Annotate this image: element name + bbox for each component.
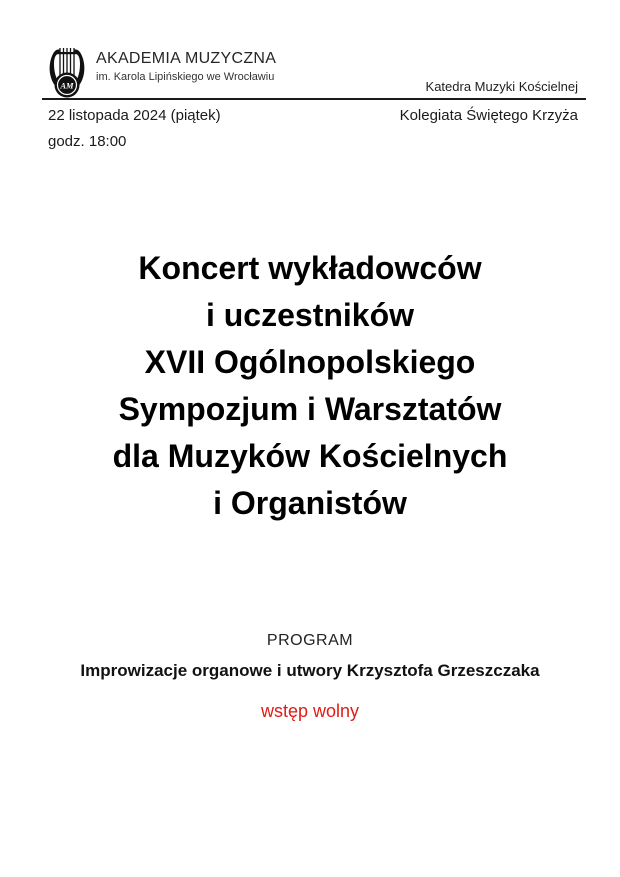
logo-monogram: AM [60, 80, 74, 91]
event-time: godz. 18:00 [48, 133, 127, 150]
concert-title-line: i uczestników [205, 297, 415, 333]
header-divider [42, 98, 586, 100]
concert-title-line: Koncert wykładowców [138, 250, 482, 286]
academy-subtitle: im. Karola Lipińskiego we Wrocławiu [96, 71, 275, 83]
concert-title-line: XVII Ogólnopolskiego [144, 344, 476, 380]
concert-title-line: dla Muzyków Kościelnych [112, 438, 508, 474]
program-description: Improwizacje organowe i utwory Krzysztofa Grzeszczaka [80, 661, 540, 680]
event-venue: Kolegiata Świętego Krzyża [399, 107, 578, 124]
admission-note: wstęp wolny [260, 701, 360, 721]
program-heading: PROGRAM [266, 632, 354, 649]
academy-name-block [96, 50, 276, 83]
concert-title-line: i Organistów [213, 485, 407, 521]
department-name: Katedra Muzyki Kościelnej [425, 79, 578, 94]
concert-title [0, 245, 620, 527]
concert-title-line: Sympozjum i Warsztatów [118, 391, 502, 427]
academy-lyre-logo-icon [46, 44, 88, 98]
event-date: 22 listopada 2024 (piątek) [48, 107, 221, 124]
academy-name: AKADEMIA MUZYCZNA [96, 50, 277, 67]
